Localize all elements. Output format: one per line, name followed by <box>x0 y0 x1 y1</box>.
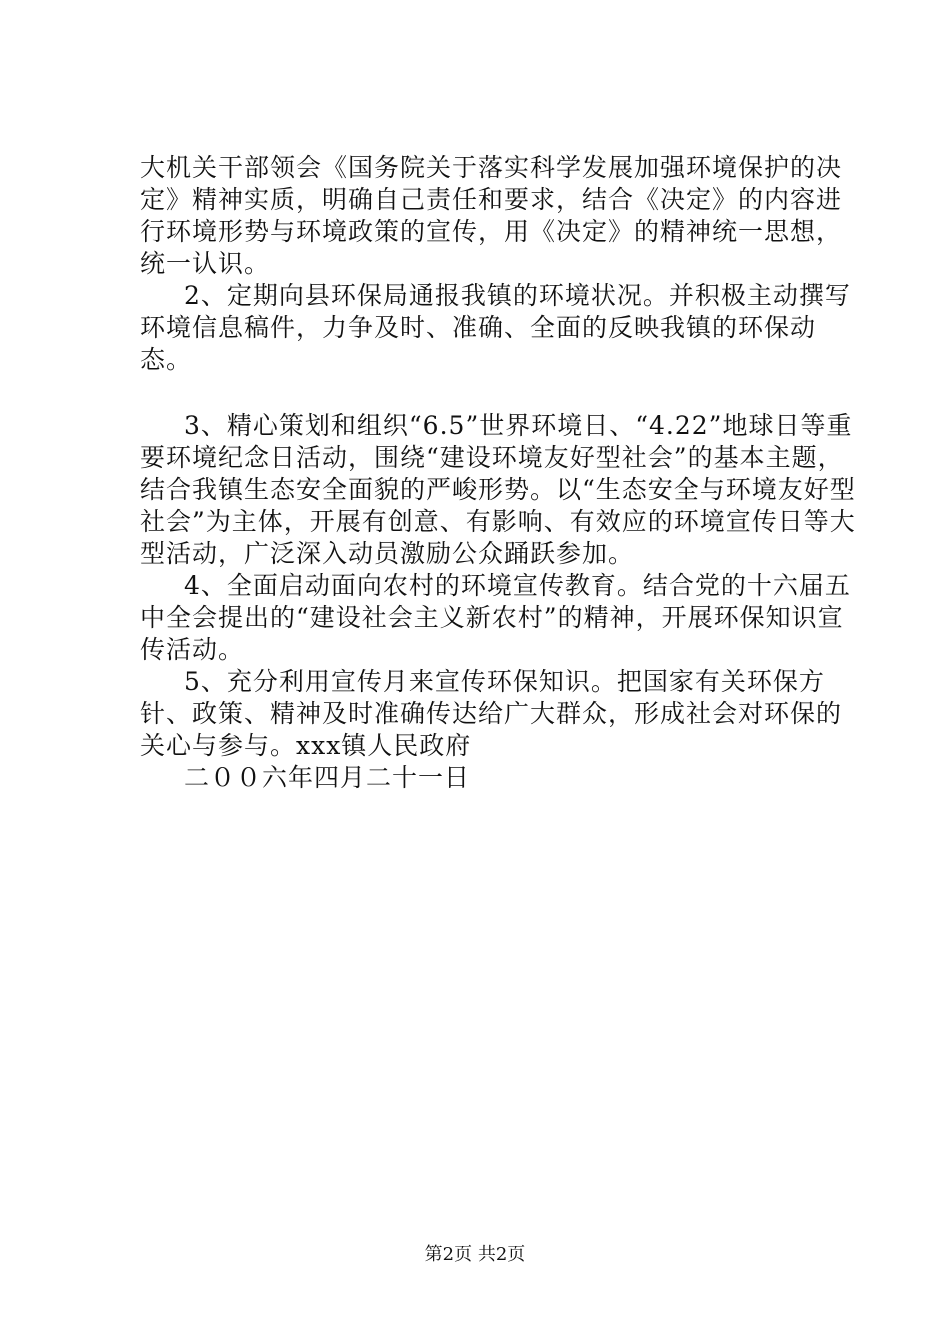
paragraph-item-5: 5、充分利用宣传月来宣传环保知识。把国家有关环保方针、政策、精神及时准确传达给广大群众，形成社会对环保的关心与参与。xxx镇人民政府 <box>140 667 843 760</box>
date-line: 二００六年四月二十一日 <box>184 763 471 792</box>
document-body <box>140 152 860 794</box>
page-footer <box>0 1244 950 1266</box>
paragraph-item-4: 4、全面启动面向农村的环境宣传教育。结合党的十六届五中全会提出的“建设社会主义新农村”的精神，开展环保知识宣传活动。 <box>140 571 851 664</box>
paragraph-item-3: 3、精心策划和组织“6.5”世界环境日、“4.22”地球日等重要环境纪念日活动，围绕“建设环境友好型社会”的基本主题，结合我镇生态安全面貌的严峻形势。以“生态安全与环境友好型社会”为主体，开展有创意、有影响、有效应的环境宣传日等大型活动，广泛深入动员激励公众踊跃参加。 <box>140 411 856 568</box>
paragraph-spacer <box>140 376 860 410</box>
paragraph-item-2: 2、定期向县环保局通报我镇的环境状况。并积极主动撰写环境信息稿件，力争及时、准确、全面的反映我镇的环保动态。 <box>140 281 851 374</box>
paragraph-continuation: 大机关干部领会《国务院关于落实科学发展加强环境保护的决定》精神实质，明确自己责任和要求，结合《决定》的内容进行环境形势与环境政策的宣传，用《决定》的精神统一思想，统一认识。 <box>140 153 843 278</box>
page-number-label: 第2页 共2页 <box>424 1244 526 1265</box>
